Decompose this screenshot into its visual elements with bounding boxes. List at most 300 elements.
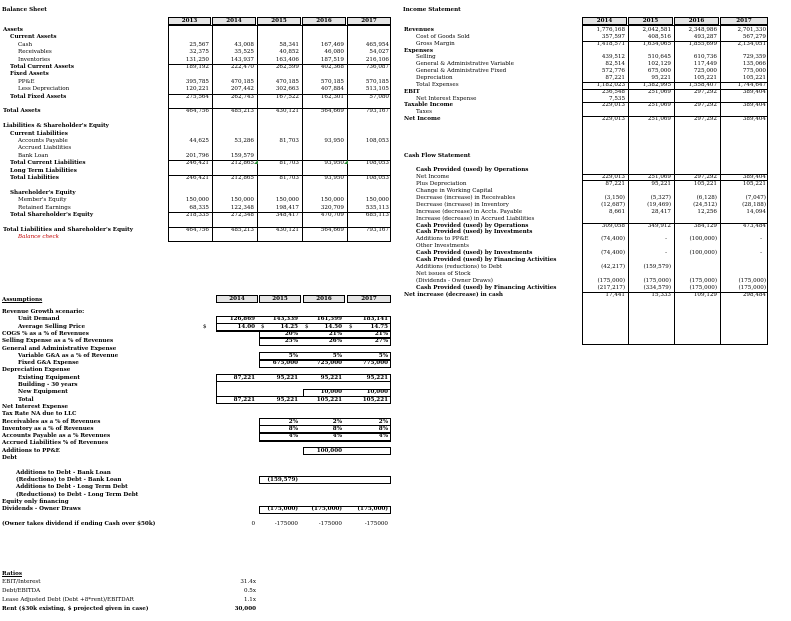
as-input-cell[interactable]: -175000 [364,520,388,527]
is-row-label: Increase (decrease) in Accrued Liabilities [416,215,535,222]
bs-cell[interactable]: 430,121 [275,108,299,115]
as-input-cell[interactable]: 8% [378,425,388,432]
is-row-label: Taxes [416,109,432,116]
is-cell[interactable]: 105,221 [693,180,717,187]
is-cell[interactable]: 297,292 [693,102,717,109]
bs-row-label: Cash [18,41,33,48]
is-row-label: Cash Provided (used) by Operations [416,222,529,229]
as-input-cell[interactable]: 25% [284,338,298,345]
as-input-cell[interactable]: 87,221 [233,396,255,403]
is-cell[interactable]: (42,217) [601,264,625,271]
bs-cell[interactable]: 262,743 [230,93,254,100]
bs-cell[interactable]: 150,000 [185,197,209,204]
is-cell[interactable]: 105,221 [742,74,766,81]
bs-cell[interactable]: 216,106 [365,56,389,63]
is-cell[interactable]: 725,000 [693,68,717,75]
is-cell[interactable]: 729,359 [742,54,766,61]
is-cell[interactable]: 408,516 [647,33,671,40]
is-row-label: (Dividends - Owner Draws) [416,278,493,285]
is-cell[interactable]: (12,687) [601,201,625,208]
is-row-label: Net increase (decrease) in cash [404,292,503,298]
bs-cell[interactable]: 131,250 [185,56,209,63]
bs-cell[interactable]: 685,113 [365,212,389,218]
ratio-value[interactable]: 0.5x [243,588,256,594]
as-input-cell[interactable]: 87,221 [233,374,255,381]
is-cell[interactable]: 105,221 [742,180,766,187]
bs-cell[interactable]: 570,185 [365,78,389,85]
bs-cell[interactable]: 246,421 [185,160,209,167]
as-input-cell[interactable]: 26% [328,338,342,345]
bs-cell[interactable]: 218,335 [185,212,209,218]
is-cell[interactable]: 510,645 [647,54,671,61]
is-cell[interactable]: 389,404 [742,116,766,123]
as-row-label: (Owner takes dividend if ending Cash over $50k) [2,520,156,527]
as-row-label: Building - 30 years [18,382,78,388]
is-cell[interactable]: 567,279 [742,33,766,40]
bs-cell[interactable]: 198,417 [275,204,299,211]
bs-row-label: PP&E [18,78,35,85]
is-cell[interactable]: 95,221 [651,74,671,81]
ratio-label: Rent ($30k existing, $ projected given in case) [2,606,149,612]
as-input-cell[interactable]: 14.75 [370,323,388,330]
as-input-cell[interactable]: 95,221 [276,396,298,403]
is-cell[interactable]: 675,000 [647,68,671,75]
ratio-value[interactable]: 31.4x [240,579,256,585]
is-cell[interactable]: 572,776 [601,68,625,75]
is-row-label: General & Administrative Variable [416,61,514,68]
bs-cell[interactable]: 143,937 [230,56,254,63]
bs-cell[interactable]: 163,406 [275,56,299,63]
as-input-cell[interactable]: 725,000 [316,360,342,367]
assumptions-title: Assumptions [2,297,43,303]
as-input-cell[interactable]: (159,579) [267,476,298,483]
is-cell[interactable]: 389,404 [742,102,766,109]
bs-cell[interactable]: 187,519 [320,56,344,63]
is-cell[interactable]: (175,000) [738,285,766,292]
is-cell[interactable]: 109,129 [693,292,717,298]
bs-cell[interactable]: 43,008 [234,41,254,48]
is-cell[interactable]: 384,129 [693,222,717,229]
is-year-2014: 2014 [596,17,613,24]
is-row-label: Additions to PP&E [416,236,469,243]
bs-cell[interactable]: 470,709 [320,212,344,218]
is-row-label: Total Expenses [416,81,459,88]
bs-cell[interactable]: 222,470 [230,64,254,70]
as-input-cell[interactable]: 95,221 [320,374,342,381]
as-row-label: Equity only financing [2,498,69,505]
bs-cell[interactable]: 513,105 [365,86,389,93]
bs-cell[interactable]: 167,469 [320,41,344,48]
bs-cell[interactable]: 212,865 [230,175,254,181]
bs-cell[interactable]: 564,669 [320,108,344,115]
as-input-box [259,506,391,514]
ratio-label: Lease Adjusted Debt (Debt +8*rent)/EBITDAR [2,597,134,603]
is-cell[interactable]: (100,000) [689,250,717,257]
bs-cell[interactable]: 430,121 [275,226,299,233]
is-cell[interactable]: 251,069 [647,173,671,180]
as-row-label: (Reductions) to Debt - Long Term Debt [16,491,139,498]
is-cell[interactable]: (175,000) [597,278,625,285]
is-cell[interactable]: 251,069 [647,102,671,109]
bs-total-rule [168,160,391,161]
bs-cell[interactable]: 348,417 [275,212,299,218]
bs-cell[interactable]: 167,522 [275,93,299,100]
bs-year-2014: 2014 [226,17,242,24]
bs-cell[interactable]: 470,185 [275,78,299,85]
is-cell[interactable]: 105,221 [693,74,717,81]
bs-cell[interactable]: 93,950 [324,175,344,181]
bs-cell[interactable]: 302,663 [275,86,299,93]
bs-cell[interactable]: 54,027 [369,49,389,56]
is-year-2015: 2015 [642,17,659,24]
is-cell-dash: - [665,236,667,243]
bs-cell[interactable]: 81,703 [279,138,299,144]
as-input-cell[interactable]: 4% [332,433,342,440]
bs-cell[interactable]: 81,703 [279,175,299,181]
bs-cell[interactable]: 272,348 [230,212,254,218]
bs-cell[interactable]: 150,000 [320,197,344,204]
bs-row-label: Current Assets [10,34,57,41]
is-cell-dash: - [760,250,762,257]
is-cell[interactable]: (175,000) [689,278,717,285]
is-cell[interactable]: 2,701,330 [737,27,766,33]
is-cell[interactable]: 1,776,168 [596,27,625,33]
is-cell[interactable]: 357,597 [601,33,625,40]
bs-cell[interactable]: 150,000 [275,197,299,204]
is-cell[interactable]: 389,404 [742,173,766,180]
bs-cell[interactable]: 32,375 [189,49,209,56]
is-cell[interactable]: (24,512) [693,201,717,208]
as-dollar-sign: $ [261,323,265,330]
bs-cell[interactable]: 40,852 [279,49,299,56]
is-cell[interactable]: 298,484 [742,292,766,298]
bs-cell[interactable]: 58,341 [279,41,299,48]
bs-cell[interactable]: 25,567 [189,41,209,48]
as-input-cell[interactable]: 4% [378,433,388,440]
bs-row-label: Long Term Liabilities [10,167,77,174]
is-row-label: Expenses [404,47,433,54]
as-input-cell[interactable]: 5% [332,352,342,359]
is-row-label: Depreciation [416,74,453,81]
bs-cell[interactable]: 570,185 [320,78,344,85]
as-input-box [259,476,391,484]
bs-cell[interactable]: 108,053 [365,160,389,167]
is-cell[interactable]: 1,634,065 [642,40,671,47]
is-cell[interactable]: 1,558,407 [688,81,717,88]
is-cell[interactable]: (334,579) [643,285,671,292]
bs-row-label: Total Assets [3,108,41,115]
is-cell[interactable]: (6,128) [696,194,717,201]
bs-cell[interactable]: 793,167 [365,226,389,233]
bs-cell[interactable]: 402,368 [320,64,344,70]
as-input-cell[interactable]: 775,000 [362,360,388,367]
bs-cell[interactable]: 464,756 [185,226,209,233]
is-row-label: Cash Provided (used) by Investments [416,250,533,257]
as-year-2014: 2014 [229,296,245,302]
is-cell[interactable]: 297,292 [693,116,717,123]
is-cell[interactable]: 229,013 [601,102,625,109]
as-input-cell[interactable]: 10,000 [320,389,342,396]
is-cell[interactable]: 297,292 [693,173,717,180]
as-row-label: Accounts Payable as a % Revenues [2,433,111,440]
bs-cell[interactable]: 150,000 [230,197,254,204]
is-row-label: Net Income [404,116,441,123]
bs-cell[interactable]: 93,950 [324,160,344,167]
bs-row-label: Total Current Liabilities [10,160,86,167]
bs-cell[interactable]: 46,080 [324,49,344,56]
is-cell[interactable]: (159,579) [643,264,671,271]
as-input-cell[interactable]: 2% [378,418,388,425]
bs-cell[interactable]: 108,053 [365,175,389,181]
bs-cell[interactable]: 320,709 [320,204,344,211]
is-total-rule [582,292,768,293]
bs-row-label: Total Fixed Assets [10,93,67,100]
bs-cell[interactable]: 53,286 [234,138,254,144]
bs-cell[interactable]: 57,080 [369,93,389,100]
as-row-label: Selling Expense as a % of Revenues [2,338,114,345]
is-cell[interactable]: 229,013 [601,116,625,123]
is-cell[interactable]: 1,855,699 [688,40,717,47]
is-row-label: EBIT [404,88,420,95]
as-row-label: Fixed G&A Expense [18,360,79,367]
is-cell[interactable]: 389,404 [742,88,766,95]
is-cell[interactable]: (19,469) [647,201,671,208]
as-input-cell[interactable]: 27% [374,338,388,345]
is-cell[interactable]: 2,348,986 [688,27,717,33]
bs-cell[interactable]: 44,625 [189,138,209,144]
as-dollar-sign: $ [305,323,309,330]
as-input-cell[interactable]: 10,000 [366,389,388,396]
is-cell[interactable]: 473,484 [742,222,766,229]
as-input-cell[interactable]: 126,869 [229,316,255,323]
bs-cell[interactable]: 201,796 [185,152,209,159]
is-row-label: Cash Provided (used) by Financing Activities [416,285,557,292]
bs-cell[interactable]: 485,213 [230,108,254,115]
is-total-rule [582,116,768,117]
bs-year-2017: 2017 [361,17,377,24]
is-cell[interactable]: 1,418,571 [596,40,625,47]
as-row-label: Existing Equipment [18,374,80,381]
bs-cell[interactable]: 535,113 [365,204,389,211]
bs-cell[interactable]: 68,335 [189,204,209,211]
as-input-cell[interactable]: -175000 [274,520,298,527]
bs-cell[interactable]: 262,599 [275,64,299,70]
is-year-2017: 2017 [736,17,752,24]
as-input-cell[interactable]: 5% [288,352,298,359]
is-cell[interactable]: (175,000) [689,285,717,292]
is-cell[interactable]: (175,000) [738,278,766,285]
as-input-cell[interactable]: (175,000) [357,506,388,513]
is-cell[interactable]: (3,150) [604,194,625,201]
is-cell[interactable]: 1,182,023 [596,81,625,88]
is-cell[interactable]: 2,134,051 [737,40,766,47]
balance-sheet-title: Balance Sheet [2,7,47,13]
bs-cell[interactable]: 212,865 [230,160,254,167]
as-input-cell[interactable]: 105,221 [316,396,342,403]
is-row-label: Revenues [404,27,434,33]
bs-cell[interactable]: 407,884 [320,86,344,93]
bs-cell[interactable]: 793,167 [365,108,389,115]
income-statement-title: Income Statement [403,7,461,13]
is-cell[interactable]: 8,661 [608,208,625,215]
is-cell[interactable]: (100,000) [689,236,717,243]
bs-cell[interactable]: 159,579 [230,152,254,159]
is-cell[interactable]: 251,069 [647,116,671,123]
is-cell[interactable]: 309,058 [601,222,625,229]
is-cell[interactable]: 229,013 [601,173,625,180]
ratios-title: Ratios [2,571,22,577]
as-input-cell[interactable]: 161,599 [316,316,342,323]
is-cell[interactable]: 87,221 [605,74,625,81]
as-row-label: Additions to Debt - Long Term Debt [16,484,128,491]
ratio-label: EBIT/Interest [2,579,41,585]
as-input-cell[interactable]: 21% [374,330,388,337]
as-input-cell[interactable]: 14.00 [237,323,255,330]
is-cell[interactable]: 610,736 [693,54,717,61]
ratio-value[interactable]: 1.1x [243,597,256,603]
as-input-cell[interactable]: 14.25 [280,323,298,330]
as-input-cell[interactable]: 100,000 [316,447,342,454]
is-cell[interactable]: 135,066 [742,61,766,68]
is-cell[interactable]: 439,512 [601,54,625,61]
is-cell[interactable]: 14,094 [746,208,766,215]
is-row-label: Increase (decrease) in Accts. Payable [416,208,523,215]
bs-row-label: Assets [3,27,23,33]
as-input-cell[interactable]: 4% [288,433,298,440]
is-cell[interactable]: (7,047) [745,194,766,201]
as-input-cell[interactable]: 675,000 [272,360,298,367]
bs-cell[interactable]: 246,421 [185,175,209,181]
is-cell[interactable]: (74,400) [601,236,625,243]
is-row-label: Cash Provided (used) by Operations [416,166,529,173]
as-input-cell[interactable]: 21% [328,330,342,337]
as-input-cell[interactable]: 183,141 [362,316,388,323]
is-cell[interactable]: 349,912 [647,222,671,229]
bs-cell[interactable]: 108,053 [365,138,389,144]
is-row-label: Cash Provided (used) by Financing Activities [416,257,557,264]
bs-cell[interactable]: 81,703 [279,160,299,167]
is-cell[interactable]: 297,292 [693,88,717,95]
as-year-2017: 2017 [361,296,377,302]
as-input-cell[interactable]: 5% [378,352,388,359]
as-input-cell[interactable]: 8% [288,425,298,432]
as-row-label: Unit Demand [18,316,60,323]
is-cell[interactable]: 12,256 [697,208,717,215]
bs-cell[interactable]: 93,950 [324,138,344,144]
as-input-cell[interactable]: (175,000) [267,506,298,513]
bs-error-indicator [344,160,348,164]
as-row-label: Dividends - Owner Draws [2,506,81,513]
is-cell[interactable]: 775,000 [742,68,766,75]
is-cell[interactable]: 1,382,995 [642,81,671,88]
ratio-value[interactable]: 30,000 [234,606,256,612]
bs-cell[interactable]: 395,785 [185,78,209,85]
bs-row-label: Fixed Assets [10,71,49,78]
bs-cell[interactable]: 35,525 [234,49,254,56]
is-cell[interactable]: (74,400) [601,250,625,257]
bs-cell[interactable]: 189,192 [185,64,209,70]
as-input-cell[interactable]: 8% [332,425,342,432]
is-cell[interactable]: 117,449 [693,61,717,68]
bs-error-indicator [254,160,258,164]
is-cell[interactable]: 1,744,647 [737,81,766,88]
is-cell[interactable]: 17,441 [605,292,625,298]
is-total-rule [582,89,768,90]
as-row-label: Variable G&A as a % of Revenue [18,352,119,359]
as-input-cell[interactable]: 20% [284,330,298,337]
is-cell[interactable]: 493,287 [693,33,717,40]
as-box-ga [259,352,391,368]
bs-cell[interactable]: 564,669 [320,226,344,233]
is-row-label: Decrease (increase) in Receivables [416,194,516,201]
is-year-2016: 2016 [688,17,705,24]
as-input-cell[interactable]: (175,000) [311,506,342,513]
bs-cell[interactable]: 275,564 [185,93,209,100]
bs-row-label: Total Liabilities [10,175,59,181]
as-input-cell[interactable]: 0 [251,520,255,527]
is-cell[interactable]: (217,217) [597,285,625,292]
as-input-cell[interactable]: 95,221 [366,374,388,381]
bs-cell[interactable]: 736,087 [365,64,389,70]
bs-row-label: Shareholder's Equity [10,189,76,196]
bs-cell[interactable]: 485,213 [230,226,254,233]
is-cell[interactable]: 82,514 [605,61,625,68]
is-row-label: Net Income [416,173,450,180]
as-row-label: Receivables as a % of Revenues [2,418,101,425]
bs-total-rule [168,94,391,95]
as-box-demand [216,316,391,332]
bs-cell[interactable]: 150,000 [365,197,389,204]
bs-cell[interactable]: 207,442 [230,86,254,93]
as-input-cell[interactable]: 143,339 [272,316,298,323]
is-cell[interactable]: 87,221 [605,180,625,187]
as-row-label: Debt [2,455,17,461]
bs-row-label: Liabilities & Shareholder's Equity [3,123,109,130]
as-input-cell[interactable]: -175000 [318,520,342,527]
is-row-label: Change in Working Capital [416,187,493,194]
is-cell[interactable]: 236,548 [601,88,625,95]
is-cell[interactable]: (175,000) [643,278,671,285]
as-box-pct [259,330,391,346]
is-cell[interactable]: 102,129 [647,61,671,68]
is-cell[interactable]: 251,069 [647,88,671,95]
bs-cell[interactable]: 464,756 [185,108,209,115]
is-cell[interactable]: 2,042,581 [642,27,671,33]
is-cell[interactable]: 95,221 [651,180,671,187]
bs-cell[interactable]: 465,954 [365,41,389,48]
as-input-cell[interactable]: 2% [332,418,342,425]
bs-row-label: Accounts Payable [18,138,68,144]
bs-row-label: Total Current Assets [10,64,75,70]
bs-cell[interactable]: 122,348 [230,204,254,211]
is-cell[interactable]: 28,417 [651,208,671,215]
is-total-rule [582,174,768,175]
as-input-cell[interactable]: 95,221 [276,374,298,381]
is-cell[interactable]: (28,188) [742,201,766,208]
bs-cell[interactable]: 470,185 [230,78,254,85]
is-cell[interactable]: 7,535 [608,95,625,102]
bs-cell[interactable]: 162,301 [320,93,344,100]
as-row-label: Revenue Growth scenario: [2,309,85,315]
is-row-label: Cash Flow Statement [404,153,471,159]
bs-cell[interactable]: 120,221 [185,86,209,93]
is-cell[interactable]: (5,327) [650,194,671,201]
as-input-cell[interactable]: 14.50 [324,323,342,330]
as-input-cell[interactable]: 105,221 [362,396,388,403]
as-box-dep [216,374,391,404]
is-cell[interactable]: 15,333 [651,292,671,298]
as-input-cell[interactable]: 2% [288,418,298,425]
